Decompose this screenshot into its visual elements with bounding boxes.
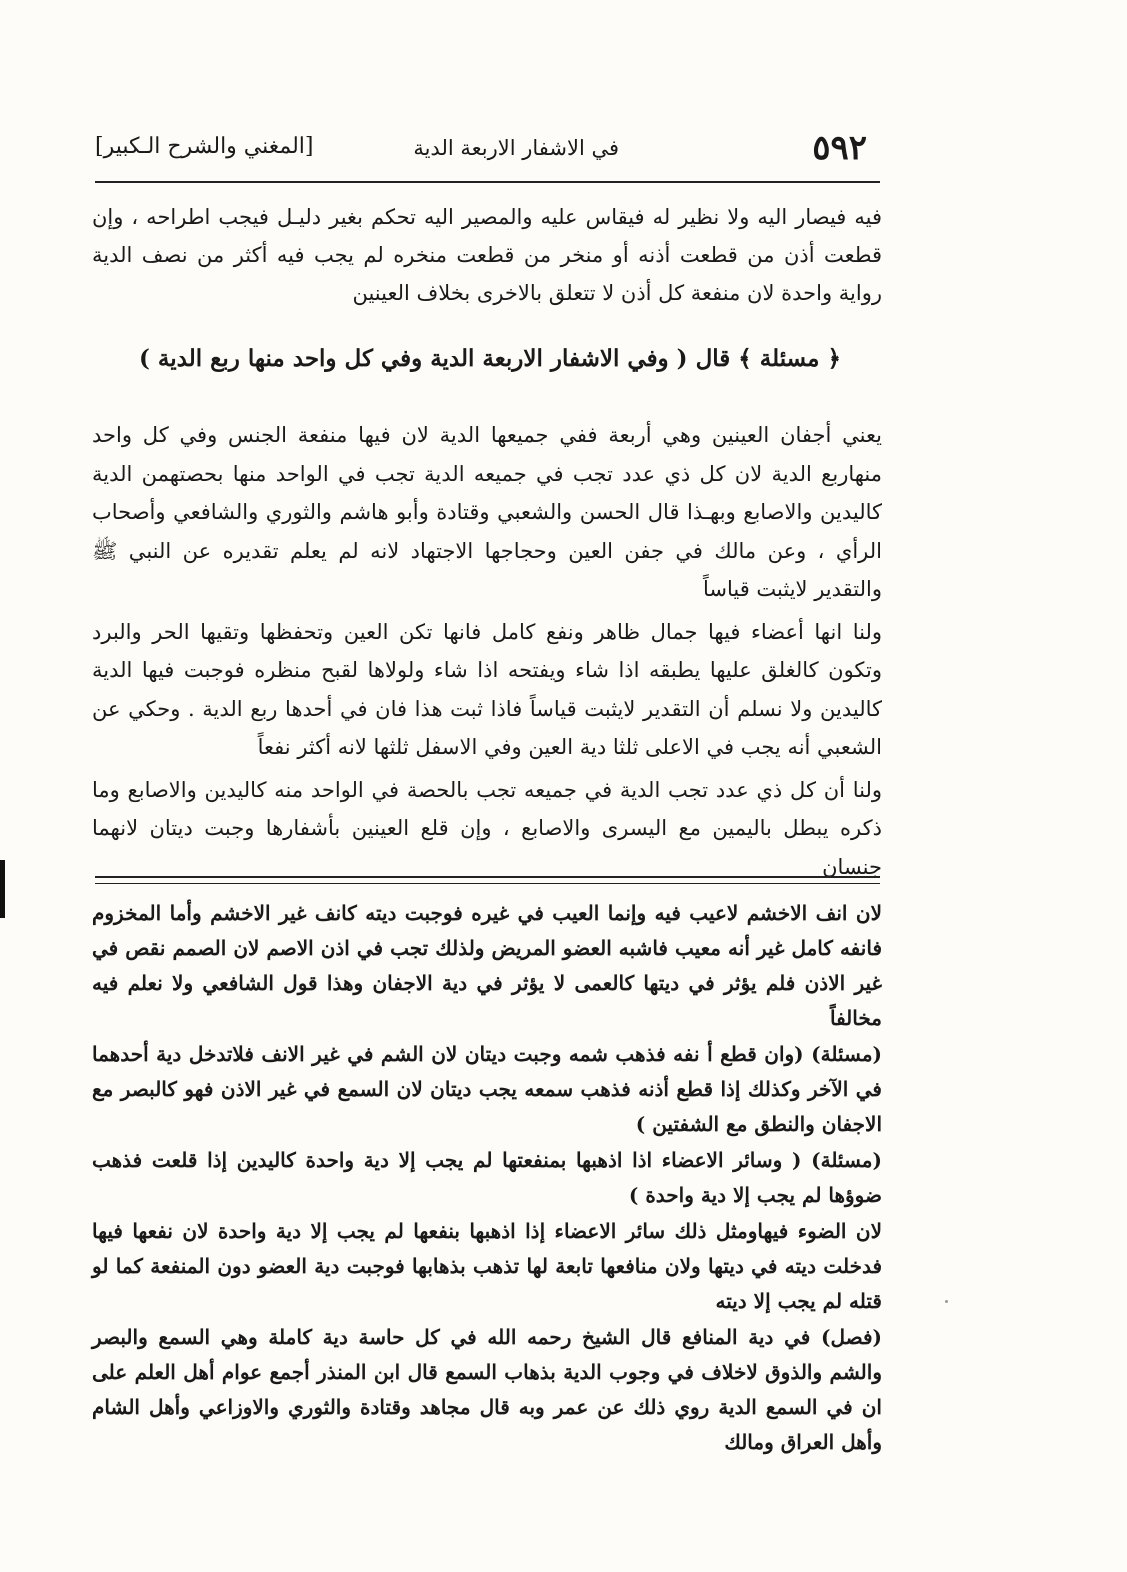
lower-paragraph: لان انف الاخشم لاعيب فيه وإنما العيب في غيره فوجبت ديته كانف غير الاخشم وأما المخزوم فانفه كامل غير أنه معيب فاشبه العضو المريض ولذلك تجب في اذن الاصم لان الصمم نقص في غير الاذن فلم يؤثر في ديتها كالعمى لا يؤثر في دية الاجفان وهذا قول الشافعي ولا نعلم فيه مخالفاً [92,901,882,1030]
lower-paragraph: (مسئلة) ( وسائر الاعضاء اذا اذهبها بمنفعتها لم يجب إلا دية واحدة كاليدين إذا قلعت فذهب ضوؤها لم يجب إلا دية واحدة ) [92,1148,882,1207]
main-paragraph: ولنا انها أعضاء فيها جمال ظاهر ونفع كامل فانها تكن العين وتحفظها وتقيها الحر والبرد وتكون كالغلق عليها يطبقه اذا شاء ويفتحه اذا شاء ولولاها لقبح منظره فوجبت فيها الدية كاليدين ولا نسلم أن التقدير لايثبت قياساً فاذا ثبت هذا فان في أحدها ربع الدية . وحكي عن الشعبي أنه يجب في الاعلى ثلثا دية العين وفي الاسفل ثلثها لانه أكثر نفعاً [92,619,882,759]
section-divider [95,876,880,884]
book-title: [المغني والشرح الـكبير] [95,134,314,159]
lower-paragraph: لان الضوء فيهاومثل ذلك سائر الاعضاء إذا اذهبها بنفعها لم يجب إلا دية واحدة لان نفعها فيها فدخلت ديته في ديتها ولان منافعها تابعة لها تذهب بذهابها فوجبت دية العضو دون المنفعة كما لو قتله لم يجب إلا ديته [92,1219,882,1313]
page-header [95,128,877,176]
masala-heading: ﴿ مسئلة ﴾ قال ( وفي الاشفار الاربعة الدية وفي كل واحد منها ربع الدية ) [139,345,841,372]
margin-mark [0,860,5,918]
main-paragraph: ولنا أن كل ذي عدد تجب الدية في جميعه تجب بالحصة في الواحد منه كاليدين والاصابع وما ذكره يبطل باليمين مع اليسرى والاصابع ، وإن قلع العينين بأشفارها وجبت ديتان لانهما جنسان [92,777,882,879]
scan-speck [945,1300,948,1303]
lower-paragraph: (مسئلة) (وان قطع أ نفه فذهب شمه وجبت ديتان لان الشم في غير الانف فلاتدخل دية أحدهما في الآخر وكذلك إذا قطع أذنه فذهب سمعه يجب ديتان لان السمع في غير الاذن فهو كالبصر مع الاجفان والنطق مع الشفتين ) [92,1042,882,1136]
lower-commentary [92,896,882,1460]
lower-paragraph: (فصل) في دية المنافع قال الشيخ رحمه الله في كل حاسة دية كاملة وهي السمع والبصر والشم والذوق لاخلاف في وجوب الدية بذهاب السمع قال ابن المنذر أجمع عوام أهل العلم على ان في السمع الدية روي ذلك عن عمر وبه قال مجاهد وقتادة والثوري والاوزاعي وأهل الشام وأهل العراق ومالك [92,1325,882,1454]
header-divider [95,181,880,183]
main-commentary [92,416,882,886]
section-title: في الاشفار الاربعة الدية [413,136,619,160]
top-paragraph: فيه فيصار اليه ولا نظير له فيقاس عليه والمصير اليه تحكم بغير دليـل فيجب اطراحه ، وإن قطعت أذن من قطعت أذنه أو منخر من قطعت منخره لم يجب فيه أكثر من نصف الدية رواية واحدة لان منفعة كل أذن لا تتعلق بالاخرى بخلاف العينين [92,205,882,305]
page-number: ٥٩٢ [812,128,867,168]
main-paragraph: يعني أجفان العينين وهي أربعة ففي جميعها الدية لان فيها منفعة الجنس وفي كل واحد منهاربع الدية لان كل ذي عدد تجب في جميعه الدية تجب في الواحد منها بحصتهمن الدية كاليدين والاصابع وبهـذا قال الحسن والشعبي وقتادة وأبو هاشم والثوري والشافعي وأصحاب الرأي ، وعن مالك في جفن العين وحجاجها الاجتهاد لانه لم يعلم تقديره عن النبي ﷺ والتقدير لايثبت قياساً [92,423,882,601]
